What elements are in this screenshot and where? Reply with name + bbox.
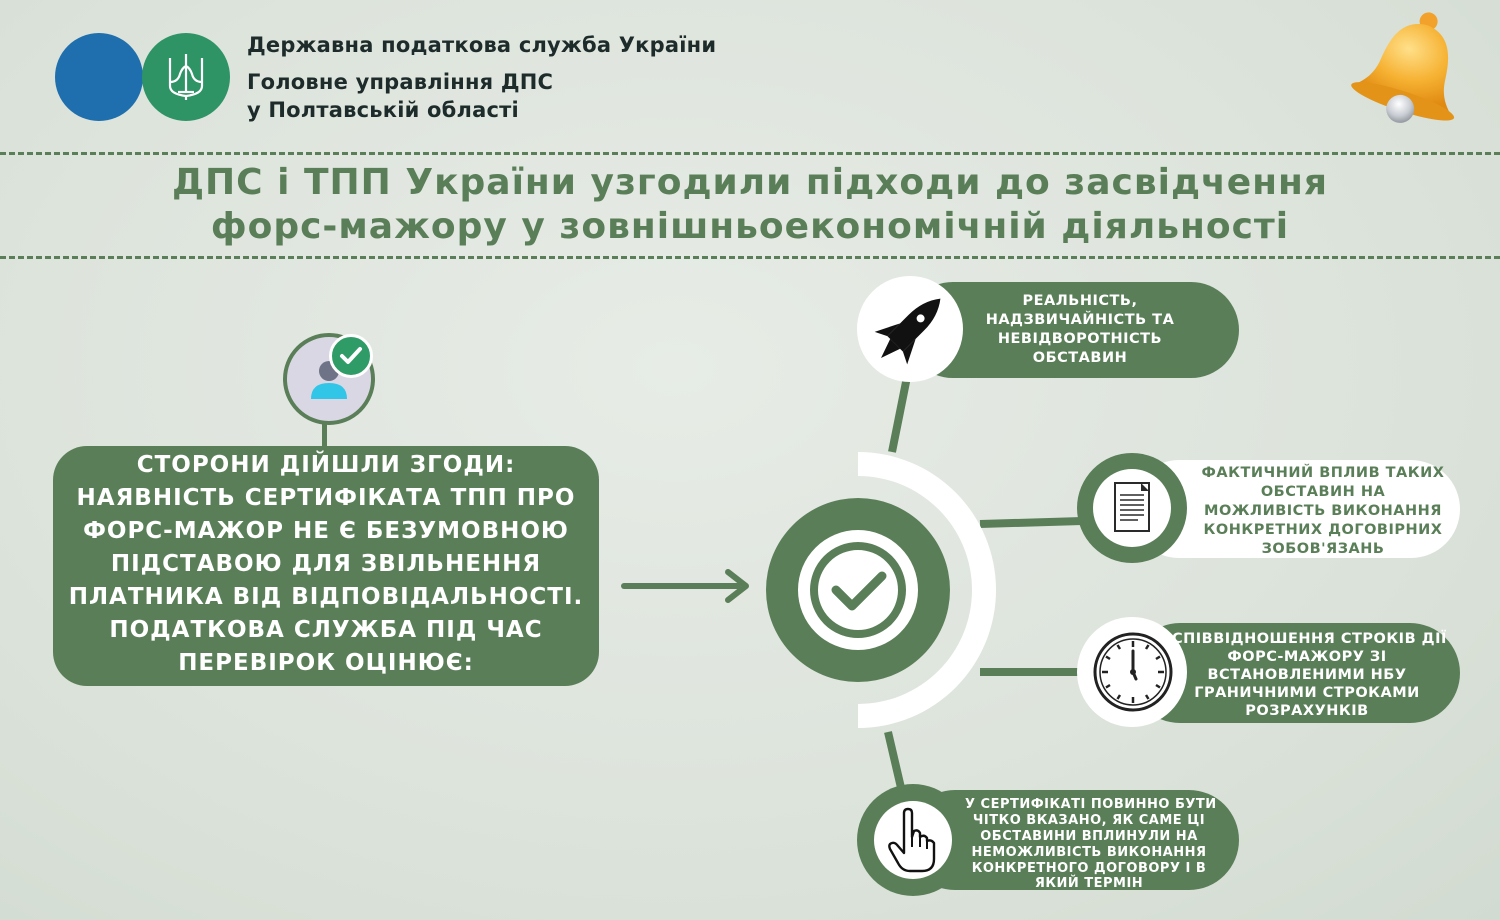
item-4-text-line: У СЕРТИФІКАТІ ПОВИННО БУТИ: [965, 797, 1217, 812]
item-4-text-line: КОНКРЕТНОГО ДОГОВОРУ І В: [971, 861, 1207, 876]
item-4-text-line: ЯКИЙ ТЕРМІН: [1034, 876, 1144, 891]
item-1-icon-circle: [857, 276, 963, 382]
item-1-text-line: НАДЗВИЧАЙНІСТЬ ТА: [985, 312, 1175, 328]
department-name-line1: Головне управління ДПС: [247, 70, 554, 94]
item-3-text-line: РОЗРАХУНКІВ: [1245, 703, 1369, 719]
item-3-text-line: ФОРС-МАЖОРУ ЗІ: [1227, 649, 1387, 665]
page-title-line1: ДПС і ТПП України узгодили підходи до засвідчення: [171, 162, 1329, 203]
page-title-line2: форс-мажору у зовнішньоекономічній діяльності: [210, 206, 1290, 247]
item-1-text-line: ОБСТАВИН: [1032, 350, 1128, 366]
item-2-icon-circle: [1077, 453, 1187, 563]
item-4-icon-inner: [874, 801, 952, 879]
item-4-text-line: НЕМОЖЛИВІСТЬ ВИКОНАННЯ: [971, 845, 1207, 860]
item-3-text-line: СПІВВІДНОШЕННЯ СТРОКІВ ДІЇ: [1172, 631, 1447, 647]
connector-item-1: [892, 372, 908, 452]
item-1-text-line: РЕАЛЬНІСТЬ,: [1022, 293, 1138, 309]
item-3-text-line: ГРАНИЧНИМИ СТРОКАМИ: [1194, 685, 1420, 701]
item-1-text-line: НЕВІДВОРОТНІСТЬ: [997, 331, 1163, 347]
item-2-text-line: ЗОБОВ'ЯЗАНЬ: [1261, 541, 1385, 557]
pointing-hand-icon: [874, 801, 952, 879]
org-name: Державна податкова служба України: [247, 33, 717, 57]
item-2-text-line: ОБСТАВИН НА: [1260, 484, 1386, 500]
item-2-text-line: МОЖЛИВІСТЬ ВИКОНАННЯ: [1204, 503, 1442, 519]
agreement-text-line: ПІДСТАВОЮ ДЛЯ ЗВІЛЬНЕННЯ: [110, 551, 542, 577]
agreement-text-line: ПОДАТКОВА СЛУЖБА ПІД ЧАС: [109, 617, 543, 643]
item-3-icon-circle: [1077, 617, 1187, 727]
item-4-text-line: ЧІТКО ВКАЗАНО, ЯК САМЕ ЦІ: [972, 813, 1206, 828]
item-4-icon-circle: [857, 784, 969, 896]
rocket-icon: [857, 276, 963, 382]
item-2-icon-inner: [1093, 469, 1171, 547]
connector-item-2: [980, 521, 1082, 524]
connector-item-4: [888, 732, 902, 792]
item-2-text-line: КОНКРЕТНИХ ДОГОВІРНИХ: [1203, 522, 1443, 538]
clock-icon: [1077, 617, 1187, 727]
department-name-line2: у Полтавській області: [247, 98, 519, 122]
agreement-text-line: ФОРС-МАЖОР НЕ Є БЕЗУМОВНОЮ: [83, 518, 569, 544]
item-3-text-line: ВСТАНОВЛЕНИМИ НБУ: [1207, 667, 1407, 683]
agreement-text-line: ПЕРЕВІРОК ОЦІНЮЄ:: [178, 650, 474, 676]
item-2-text-line: ФАКТИЧНИЙ ВПЛИВ ТАКИХ: [1201, 465, 1445, 481]
agreement-text-line: ПЛАТНИКА ВІД ВІДПОВІДАЛЬНОСТІ.: [68, 584, 584, 610]
agreement-text-line: НАЯВНІСТЬ СЕРТИФІКАТА ТПП ПРО: [76, 485, 576, 511]
item-4-text-line: ОБСТАВИНИ ВПЛИНУЛИ НА: [980, 829, 1198, 844]
agreement-text-line: СТОРОНИ ДІЙШЛИ ЗГОДИ:: [136, 452, 516, 478]
document-icon: [1093, 469, 1171, 547]
